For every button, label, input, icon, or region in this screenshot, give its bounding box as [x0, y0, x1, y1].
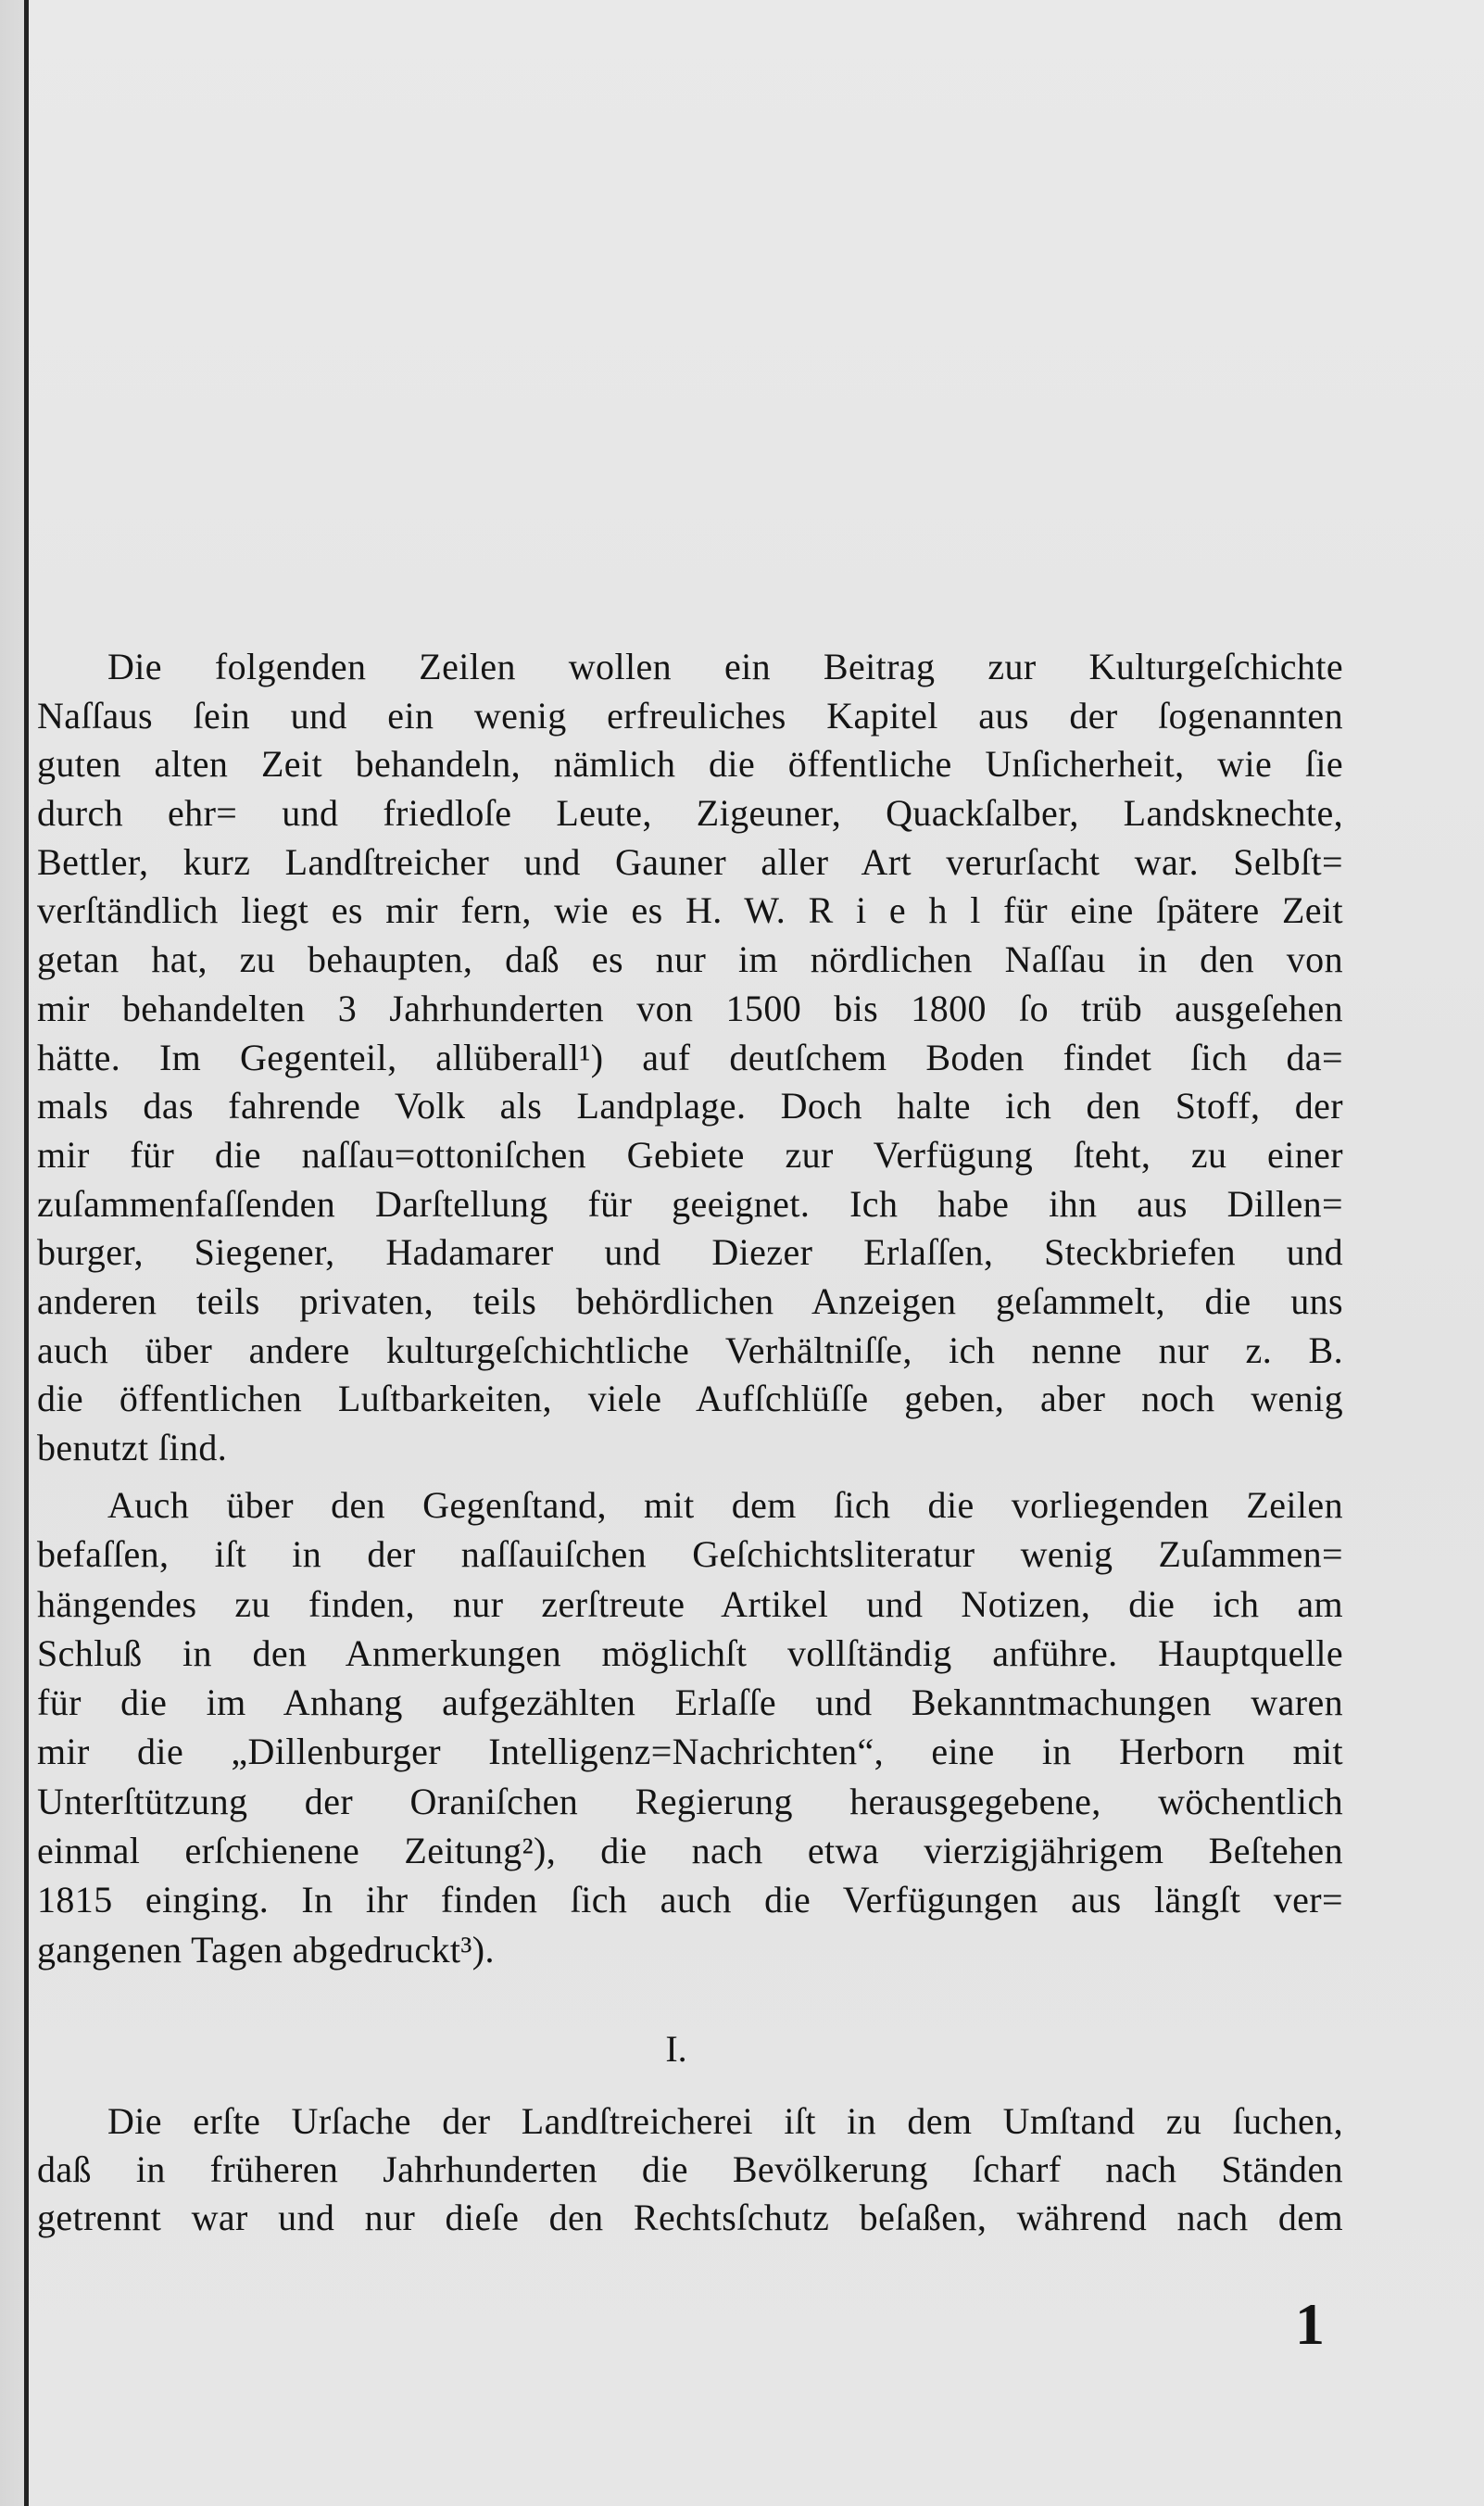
text-line: Auch über den Gegenſtand, mit dem ſich die vorliegenden Zeilen: [107, 1484, 1343, 1526]
text-line: mir behandelten 3 Jahrhunderten von 1500 bis 1800 ſo trüb ausgeſehen: [37, 987, 1343, 1029]
text-line: mals das fahrende Volk als Landplage. Doch halte ich den Stoff, der: [37, 1085, 1343, 1127]
section-heading: I.: [665, 2028, 687, 2070]
text-line: die öffentlichen Luſtbarkeiten, viele Aufſchlüſſe geben, aber noch wenig: [37, 1378, 1343, 1420]
page-left-margin: [0, 0, 24, 2506]
text-line: Die erſte Urſache der Landſtreicherei iſt in dem Umſtand zu ſuchen,: [107, 2100, 1343, 2142]
paragraph-intro-2: [37, 1480, 1343, 1974]
text-line: Schluß in den Anmerkungen möglichſt vollſtändig anführe. Hauptquelle: [37, 1631, 1343, 1674]
paragraph-section-1: [37, 2097, 1343, 2241]
text-line: Unterſtützung der Oraniſchen Regierung herausgegebene, wöchentlich: [37, 1780, 1343, 1822]
text-line: daß in früheren Jahrhunderten die Bevölkerung ſcharf nach Ständen: [37, 2147, 1343, 2190]
text-line: befaſſen, iſt in der naſſauiſchen Geſchichtsliteratur wenig Zuſammen=: [37, 1533, 1343, 1576]
text-line: Bettler, kurz Landſtreicher und Gauner aller Art verurſacht war. Selbſt=: [37, 840, 1343, 883]
text-line: getan hat, zu behaupten, daß es nur im nördlichen Naſſau in den von: [37, 938, 1343, 981]
text-line: getrennt war und nur dieſe den Rechtsſchutz beſaßen, während nach dem: [37, 2196, 1343, 2238]
text-line: mir für die naſſau=ottoniſchen Gebiete zur Verfügung ſteht, zu einer: [37, 1133, 1343, 1176]
text-line: Naſſaus ſein und ein wenig erfreuliches Kapitel aus der ſogenannten: [37, 694, 1343, 737]
text-line: gangenen Tagen abgedruckt³).: [37, 1928, 495, 1971]
page-number: 1: [1295, 2291, 1325, 2357]
text-line: Die folgenden Zeilen wollen ein Beitrag zur Kulturgeſchichte: [107, 646, 1343, 687]
text-line: hängendes zu finden, nur zerſtreute Artikel und Notizen, die ich am: [37, 1582, 1343, 1625]
text-line: durch ehr= und friedloſe Leute, Zigeuner, Quackſalber, Landsknechte,: [37, 792, 1343, 835]
text-line: 1815 einging. In ihr finden ſich auch die Verfügungen aus längſt ver=: [37, 1879, 1343, 1921]
text-line: für die im Anhang aufgezählten Erlaſſe und Bekanntmachungen waren: [37, 1681, 1343, 1724]
paragraph-intro-1: [37, 643, 1343, 1473]
text-line: benutzt ſind.: [37, 1427, 228, 1468]
text-line: auch über andere kulturgeſchichtliche Verhältniſſe, ich nenne nur z. B.: [37, 1329, 1343, 1371]
text-line: mir die „Dillenburger Intelligenz=Nachrichten“, eine in Herborn mit: [37, 1731, 1343, 1773]
text-line: einmal erſchienene Zeitung²), die nach etwa vierzigjährigem Beſtehen: [37, 1830, 1343, 1872]
text-line: guten alten Zeit behandeln, nämlich die öffentliche Unſicherheit, wie ſie: [37, 743, 1343, 786]
text-line: burger, Siegener, Hadamarer und Diezer Erlaſſen, Steckbriefen und: [37, 1231, 1343, 1274]
text-line: anderen teils privaten, teils behördlichen Anzeigen geſammelt, die uns: [37, 1279, 1343, 1322]
text-line: zuſammenfaſſenden Darſtellung für geeignet. Ich habe ihn aus Dillen=: [37, 1182, 1343, 1225]
text-line: verſtändlich liegt es mir fern, wie es H. W. R i e h l für eine ſpätere Zeit: [37, 889, 1343, 932]
binding-edge: [24, 0, 29, 2506]
text-line: hätte. Im Gegenteil, allüberall¹) auf deutſchem Boden findet ſich da=: [37, 1036, 1343, 1078]
